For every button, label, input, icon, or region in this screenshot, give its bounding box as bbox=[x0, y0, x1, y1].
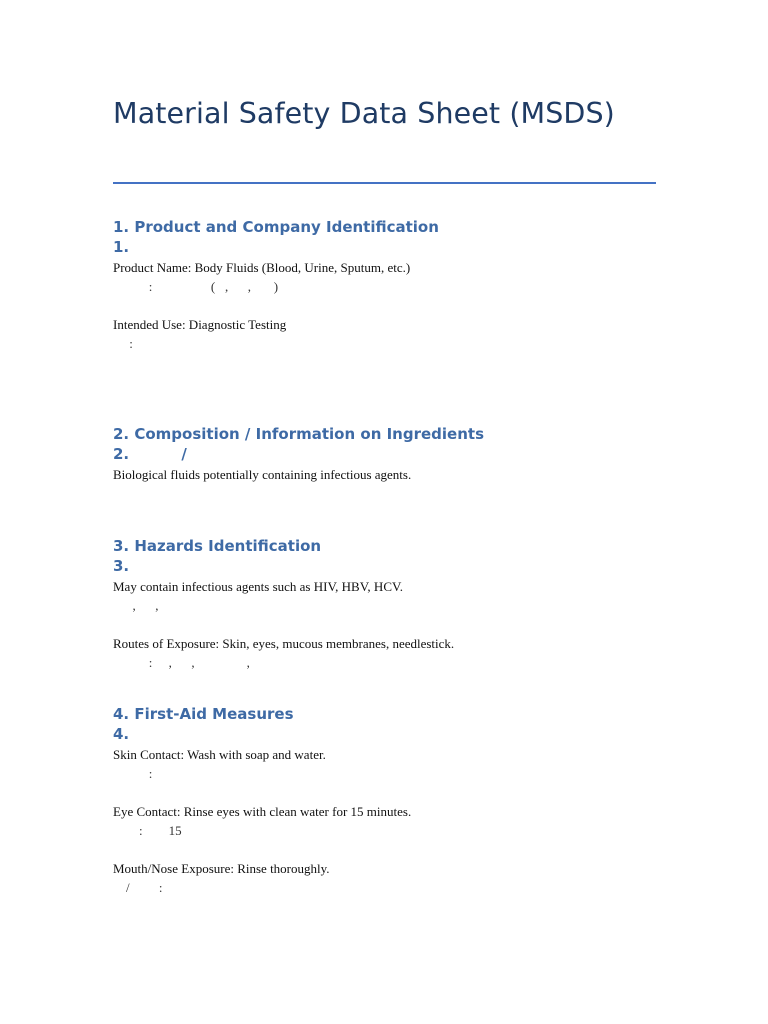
intended-use-line: Intended Use: Diagnostic Testing bbox=[113, 317, 287, 332]
skin-contact-translation: : bbox=[113, 766, 153, 781]
product-name-translation: : ( , , ) bbox=[113, 279, 279, 294]
title-divider bbox=[113, 182, 656, 184]
section-subheading: 2. / bbox=[113, 445, 187, 463]
exposure-routes-translation: : , , , bbox=[113, 655, 250, 670]
section-subheading: 1. bbox=[113, 238, 130, 256]
section-hazards bbox=[113, 536, 658, 672]
mouth-nose-exposure-translation: / : bbox=[113, 880, 163, 895]
section-composition bbox=[113, 424, 658, 484]
exposure-routes-line: Routes of Exposure: Skin, eyes, mucous membranes, needlestick. bbox=[113, 636, 455, 651]
mouth-nose-exposure-line: Mouth/Nose Exposure: Rinse thoroughly. bbox=[113, 861, 330, 876]
spacer bbox=[113, 840, 658, 859]
product-name-line: Product Name: Body Fluids (Blood, Urine, Sputum, etc.) bbox=[113, 260, 411, 275]
composition-line: Biological fluids potentially containing infectious agents. bbox=[113, 467, 412, 482]
document-page bbox=[113, 94, 658, 897]
spacer bbox=[113, 783, 658, 802]
section-heading: 1. Product and Company Identification bbox=[113, 218, 439, 236]
eye-contact-line: Eye Contact: Rinse eyes with clean water for 15 minutes. bbox=[113, 804, 412, 819]
eye-contact-translation: : 15 bbox=[113, 823, 182, 838]
infectious-agents-translation: , , bbox=[113, 598, 159, 613]
section-subheading: 4. bbox=[113, 725, 130, 743]
section-heading: 2. Composition / Information on Ingredients bbox=[113, 425, 484, 443]
section-product-identification bbox=[113, 217, 658, 353]
infectious-agents-line: May contain infectious agents such as HIV, HBV, HCV. bbox=[113, 579, 403, 594]
skin-contact-line: Skin Contact: Wash with soap and water. bbox=[113, 747, 326, 762]
document-title: Material Safety Data Sheet (MSDS) bbox=[113, 97, 615, 130]
intended-use-translation: : bbox=[113, 336, 133, 351]
spacer bbox=[113, 296, 658, 315]
section-heading: 4. First-Aid Measures bbox=[113, 705, 294, 723]
document-subtitle bbox=[113, 134, 658, 174]
spacer bbox=[113, 615, 658, 634]
section-heading: 3. Hazards Identification bbox=[113, 537, 322, 555]
section-first-aid bbox=[113, 704, 658, 897]
section-subheading: 3. bbox=[113, 557, 130, 575]
